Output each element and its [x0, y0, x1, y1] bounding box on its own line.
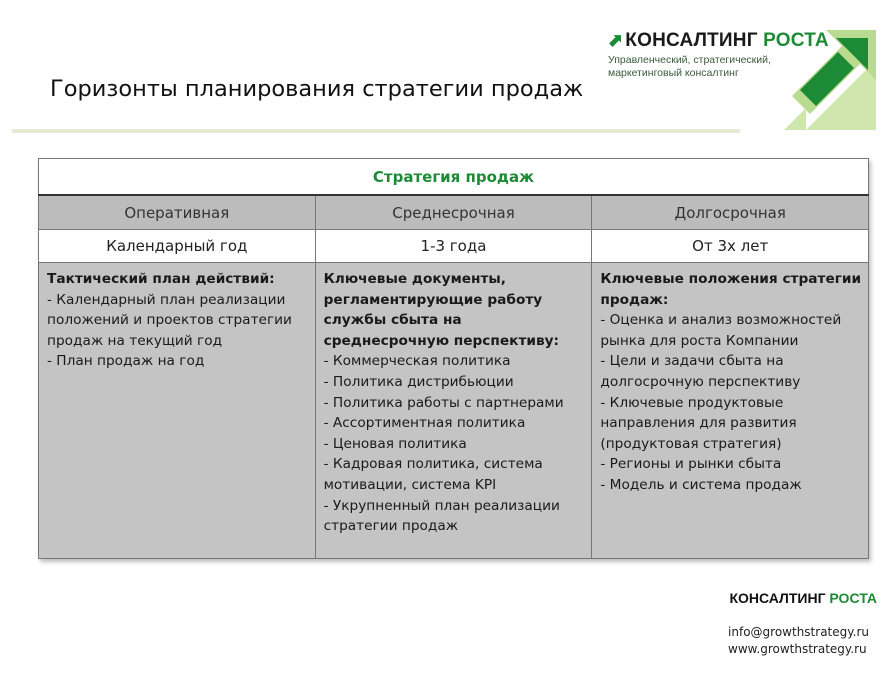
strategy-table: [38, 158, 869, 559]
list-item: - Цели и задачи сбыта на долгосрочную перспективу: [600, 353, 801, 390]
period-row: [39, 230, 869, 263]
list-item: - План продаж на год: [47, 353, 205, 370]
logo-arrow-mark-icon: ⬈: [608, 30, 624, 50]
logo-subtitle: [608, 54, 771, 80]
list-item: - Регионы и рынки сбыта: [600, 456, 782, 473]
list-item: - Политика дистрибьюции: [323, 373, 514, 390]
details-row: [39, 263, 869, 559]
list-item: - Ключевые продуктовые направления для развития (продуктовая стратегия): [600, 394, 797, 452]
logo-brand-part1: КОНСАЛТИНГ: [625, 30, 758, 51]
details-medium: [315, 263, 592, 559]
logo-brand: [608, 30, 829, 52]
horizon-long: Долгосрочная: [592, 195, 869, 230]
period-medium: 1-3 года: [315, 230, 592, 263]
period-operational: Календарный год: [39, 230, 316, 263]
list-item: - Календарный план реализации положений и проектов стратегии продаж на текущий год: [47, 291, 292, 349]
logo-subtitle-line2: маркетинговый консалтинг: [608, 67, 739, 79]
horizon-operational: Оперативная: [39, 195, 316, 230]
list-item: - Политика работы с партнерами: [323, 394, 564, 411]
table-header: Стратегия продаж: [39, 159, 869, 196]
details-heading: Ключевые положения стратегии продаж:: [600, 271, 862, 308]
company-logo: [606, 30, 876, 130]
details-heading: Ключевые документы, регламентирующие работу службы сбыта на среднесрочную перспективу:: [323, 271, 560, 349]
footer-website[interactable]: www.growthstrategy.ru: [728, 642, 867, 656]
title-divider: [12, 129, 740, 133]
details-heading: Тактический план действий:: [47, 271, 275, 287]
list-item: - Укрупненный план реализации стратегии продаж: [323, 497, 560, 535]
list-item: - Ассортиментная политика: [323, 415, 526, 432]
list-item: - Кадровая политика, система мотивации, система KPI: [323, 456, 543, 493]
footer-brand-part2: РОСТА: [829, 590, 877, 606]
details-long: [592, 263, 869, 559]
footer-contacts: [728, 624, 869, 658]
page-title: Горизонты планирования стратегии продаж: [50, 76, 584, 102]
details-operational: [39, 263, 316, 559]
list-item: - Модель и система продаж: [600, 476, 802, 493]
horizon-medium: Среднесрочная: [315, 195, 592, 230]
horizon-row: [39, 195, 869, 230]
list-item: - Оценка и анализ возможностей рынка для роста Компании: [600, 312, 842, 349]
footer-email[interactable]: info@growthstrategy.ru: [728, 625, 869, 639]
list-item: - Коммерческая политика: [323, 353, 511, 370]
logo-brand-part2: РОСТА: [763, 30, 829, 51]
footer-brand-part1: КОНСАЛТИНГ: [729, 590, 826, 606]
logo-subtitle-line1: Управленческий, стратегический,: [608, 54, 771, 66]
period-long: От 3х лет: [592, 230, 869, 263]
list-item: - Ценовая политика: [323, 435, 467, 452]
footer-brand: [729, 590, 877, 606]
